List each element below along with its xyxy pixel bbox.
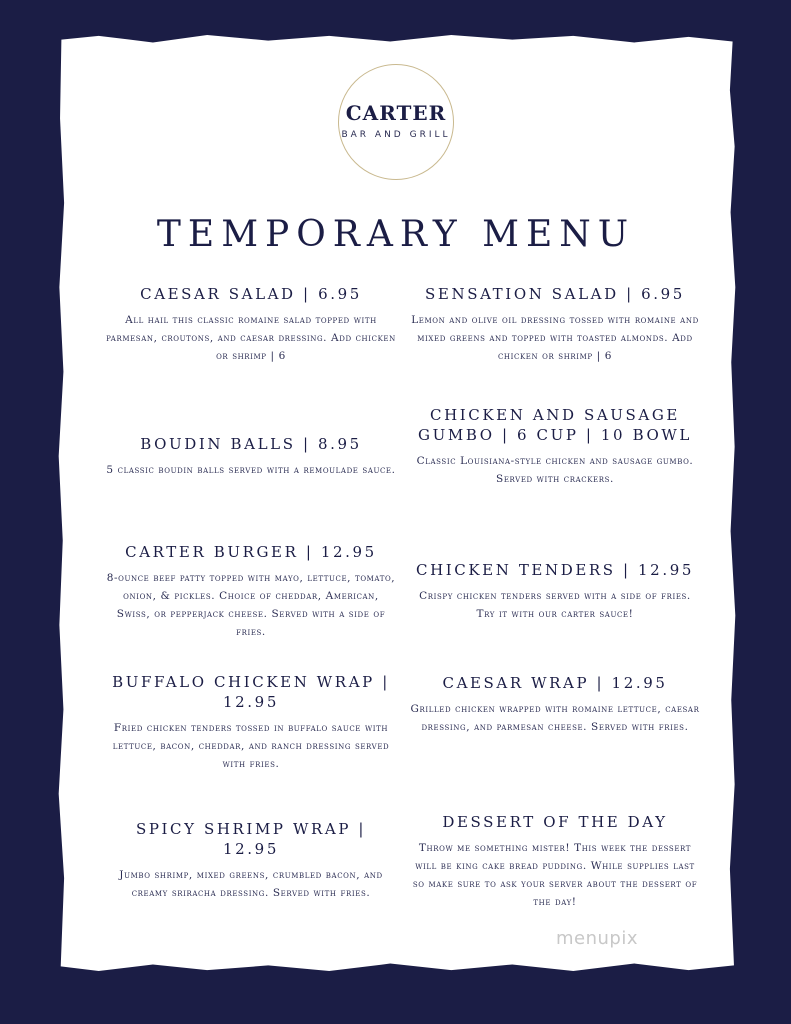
- item-name: CAESAR WRAP | 12.95: [442, 674, 668, 692]
- menu-item-boudin-balls: [106, 434, 396, 479]
- menu-item-caesar-wrap: [410, 673, 700, 736]
- logo-name: CARTER: [345, 101, 447, 125]
- item-description: Jumbo shrimp, mixed greens, crumbled bacon, and creamy sriracha dressing. Served with fries.: [119, 869, 383, 899]
- item-name: BUFFALO CHICKEN WRAP | 12.95: [112, 673, 390, 711]
- item-name: CHICKEN AND SAUSAGE GUMBO | 6 CUP | 10 BOWL: [418, 406, 692, 444]
- menu-item-gumbo: [410, 405, 700, 488]
- menu-item-chicken-tenders: [410, 560, 700, 623]
- menu-title: TEMPORARY MENU: [156, 214, 636, 255]
- item-name: DESSERT OF THE DAY: [442, 813, 668, 831]
- logo-subtitle: BAR AND GRILL: [341, 130, 451, 140]
- item-name: SENSATION SALAD | 6.95: [425, 285, 685, 303]
- menu-item-sensation-salad: [410, 284, 700, 365]
- item-name: SPICY SHRIMP WRAP | 12.95: [135, 820, 367, 858]
- item-description: Classic Louisiana-style chicken and sausage gumbo. Served with crackers.: [416, 455, 694, 485]
- item-name: CHICKEN TENDERS | 12.95: [416, 561, 694, 579]
- item-name: BOUDIN BALLS | 8.95: [140, 435, 362, 453]
- item-description: Lemon and olive oil dressing tossed with romaine and mixed greens and topped with toasted almonds. Add chicken or shrimp | 6: [411, 314, 699, 362]
- item-name: CARTER BURGER | 12.95: [125, 543, 377, 561]
- menu-item-spicy-shrimp-wrap: [106, 819, 396, 902]
- menu-item-caesar-salad: [106, 284, 396, 365]
- item-description: 8-ounce beef patty topped with mayo, lettuce, tomato, onion, & pickles. Choice of cheddar, American, Swiss, or pepperjack cheese. Served with a side of fries.: [106, 572, 396, 638]
- item-description: All hail this classic romaine salad topped with parmesan, croutons, and caesar dressing. Add chicken or shrimp | 6: [106, 314, 396, 362]
- item-description: Throw me something mister! This week the dessert will be king cake bread pudding. While supplies last so make sure to ask your server about the dessert of the day!: [412, 842, 698, 908]
- item-description: Grilled chicken wrapped with romaine lettuce, caesar dressing, and parmesan cheese. Served with fries.: [410, 703, 700, 733]
- menu-item-carter-burger: [106, 542, 396, 641]
- item-description: Fried chicken tenders tossed in buffalo sauce with lettuce, bacon, cheddar, and ranch dressing served with fries.: [112, 722, 390, 770]
- menu-item-buffalo-chicken-wrap: [106, 672, 396, 773]
- item-description: Crispy chicken tenders served with a side of fries. Try it with our carter sauce!: [419, 590, 691, 620]
- menu-item-dessert-of-the-day: [410, 812, 700, 911]
- menupix-watermark: menupix: [556, 928, 639, 949]
- item-description: 5 classic boudin balls served with a remoulade sauce.: [106, 464, 396, 476]
- item-name: CAESAR SALAD | 6.95: [140, 285, 362, 303]
